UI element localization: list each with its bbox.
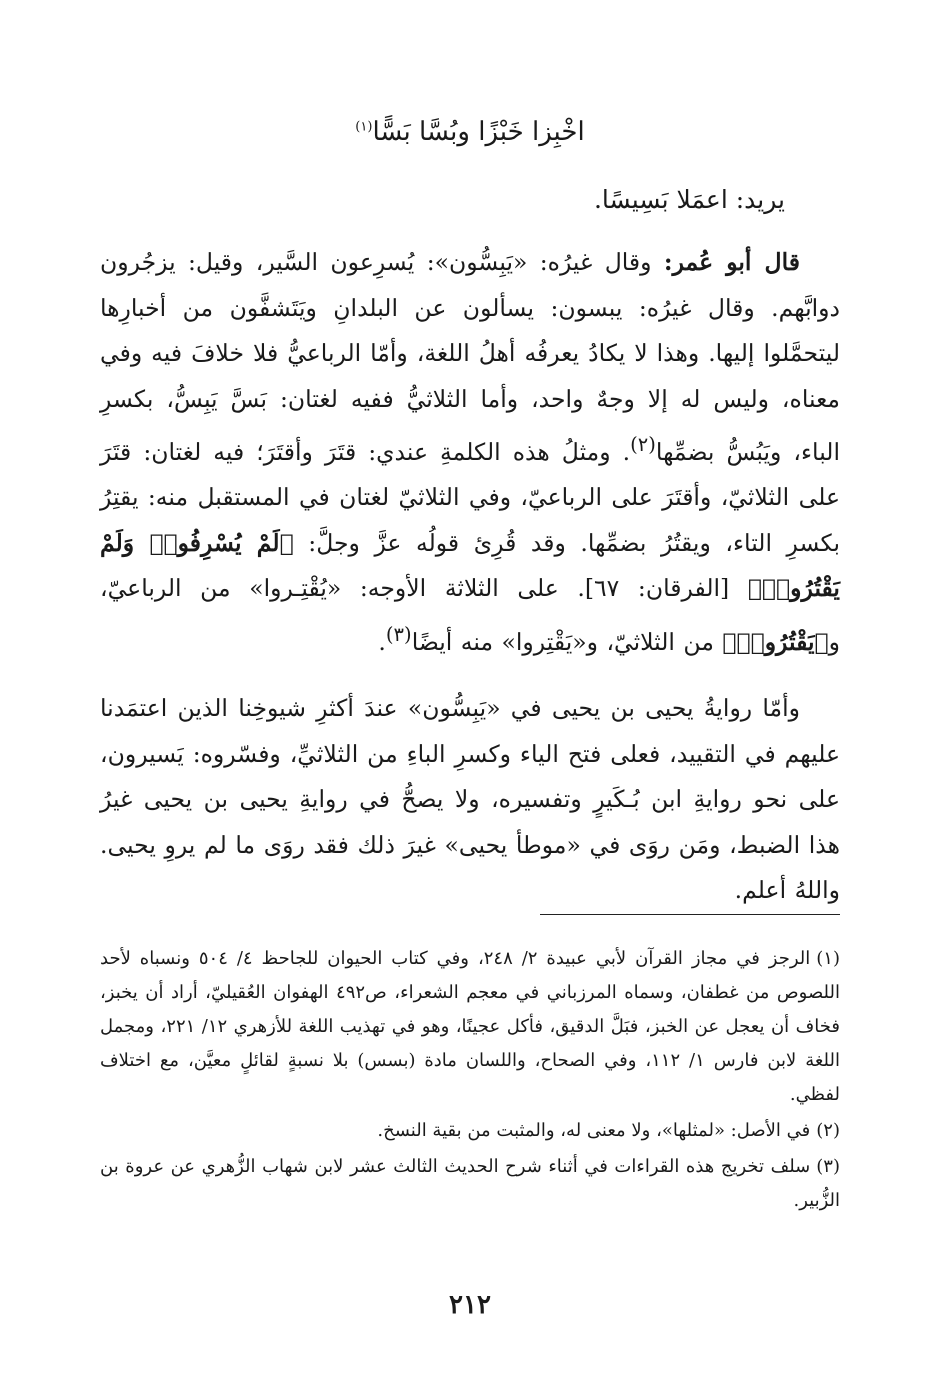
paragraph-1-lead: قال أبو عُمر: bbox=[663, 248, 800, 276]
footnote-2-text: في الأصل: «لمثلها»، ولا معنى له، والمثبت من بقية النسخ. bbox=[377, 1120, 811, 1141]
verse-line bbox=[100, 112, 840, 152]
paragraph-1-text-c: [الفرقان: ٦٧]. على الثلاثة الأوجه: «يُقْتِـروا» من الرباعيّ، و bbox=[100, 574, 840, 656]
footnote-ref-2[interactable]: (٢) bbox=[630, 433, 656, 456]
paragraph-2: وأمّا روايةُ يحيى بن يحيى في «يَبِسُّون» عندَ أكثرِ شيوخِنا الذين اعتمَدنا عليهم في التقييد، فعلى فتح الياء وكسرِ الباءِ من الثلاثيِّ، وفسّروه: يَسيرون، على نحو روايةِ ابن بُـكَيرٍ وتفسيره، ولا يصحُّ في روايةِ يحيى بن يحيى غيرُ هذا الضبط، ومَن روَى في «موطأ يحيى» غيرَ ذلك فقد روَى ما لم يروِ يحيى. واللهُ أعلم. bbox=[100, 694, 840, 904]
footnote-1 bbox=[100, 942, 840, 1112]
paragraph-1 bbox=[100, 240, 840, 665]
document-page bbox=[100, 0, 840, 1377]
footnote-1-text: الرجز في مجاز القرآن لأبي عبيدة ٢/ ٢٤٨، وفي كتاب الحيوان للجاحظ ٤/ ٥٠٤ ونسباه لأحد اللصوص من غطفان، وسماه المرزباني في معجم الشعراء، ص٤٩٢ الهفوان العُقيليّ، أراد أن يخبز، فخاف أن يعجل عن الخبز، فبَلَّ الدقيق، فأكل عجينًا، وهو في تهذيب اللغة للأزهري ١٢/ ٢٢١، ومجمل اللغة لابن فارس ١/ ١١٢، وفي الصحاح، واللسان مادة (بسس) بلا نسبةٍ لقائلٍ معيَّن، مع اختلاف لفظي. bbox=[100, 948, 841, 1105]
paragraph-1-text-b: . ومثلُ هذه الكلمةِ عندي: قتَرَ وأقتَرَ؛ فيه لغتان: قتَرَ على الثلاثيّ، وأقتَرَ على الرباعيّ، وفي الثلاثيّ لغتان في المستقبل منه: يقتِرُ بكسرِ التاء، ويقتُرُ بضمِّها. وقد قُرِئ قولُه عزَّ وجلَّ: bbox=[100, 437, 841, 557]
footnote-2 bbox=[100, 1114, 840, 1148]
paragraph-1-text-d: من الثلاثيّ، و«يَقْتِروا» منه أيضًا bbox=[411, 627, 723, 656]
footnote-divider bbox=[540, 914, 840, 915]
footnote-3-number: (٣) bbox=[816, 1156, 840, 1177]
quran-quote-2: ﴿يَقْتُرُوا۟﴾ bbox=[722, 627, 829, 656]
intro-line: يريد: اعمَلا بَسِيسًا. bbox=[593, 185, 785, 214]
footnote-ref-3[interactable]: (٣) bbox=[385, 622, 412, 646]
footnote-1-number: (١) bbox=[816, 948, 840, 969]
paragraph-1-text-a: وقال غيرُه: «يَبِسُّون»: يُسرِعون السَّير، وقيل: يزجُرون دوابَّهم. وقال غيرُه: يبسون: يسألون عن البلدانِ ويَتَشفَّون من أخبارِها ليتحمَّلوا إليها. وهذا لا يكادُ يعرفُه أهلُ اللغة، وأمّا الرباعيُّ فلا خلافَ فيه وفي معناه، وليس له إلا وجهٌ واحد، وأما الثلاثيُّ ففيه لغتان: بَسَّ يَبِسُّ، بكسرِ الباء، ويَبُسُّ بضمِّها bbox=[100, 248, 840, 466]
footnote-2-number: (٢) bbox=[816, 1120, 840, 1141]
footnote-3 bbox=[100, 1150, 840, 1218]
footnote-3-text: سلف تخريج هذه القراءات في أثناء شرح الحديث الثالث عشر لابن شهاب الزُّهري عن عروة بن الزُّبير. bbox=[100, 1156, 840, 1211]
footnote-ref-1[interactable]: (١) bbox=[355, 119, 373, 135]
paragraph-1-text-e: . bbox=[378, 627, 386, 656]
footnotes bbox=[100, 942, 840, 1220]
verse-text: اخْبِزا خَبْزًا وبُسَّا بَسًّا bbox=[372, 117, 585, 147]
quran-quote: ﴿لَمْ يُسْرِفُوا۟ وَلَمْ يَقْتُرُوا۟﴾ bbox=[100, 528, 840, 603]
page-number: ٢١٢ bbox=[449, 1290, 491, 1320]
